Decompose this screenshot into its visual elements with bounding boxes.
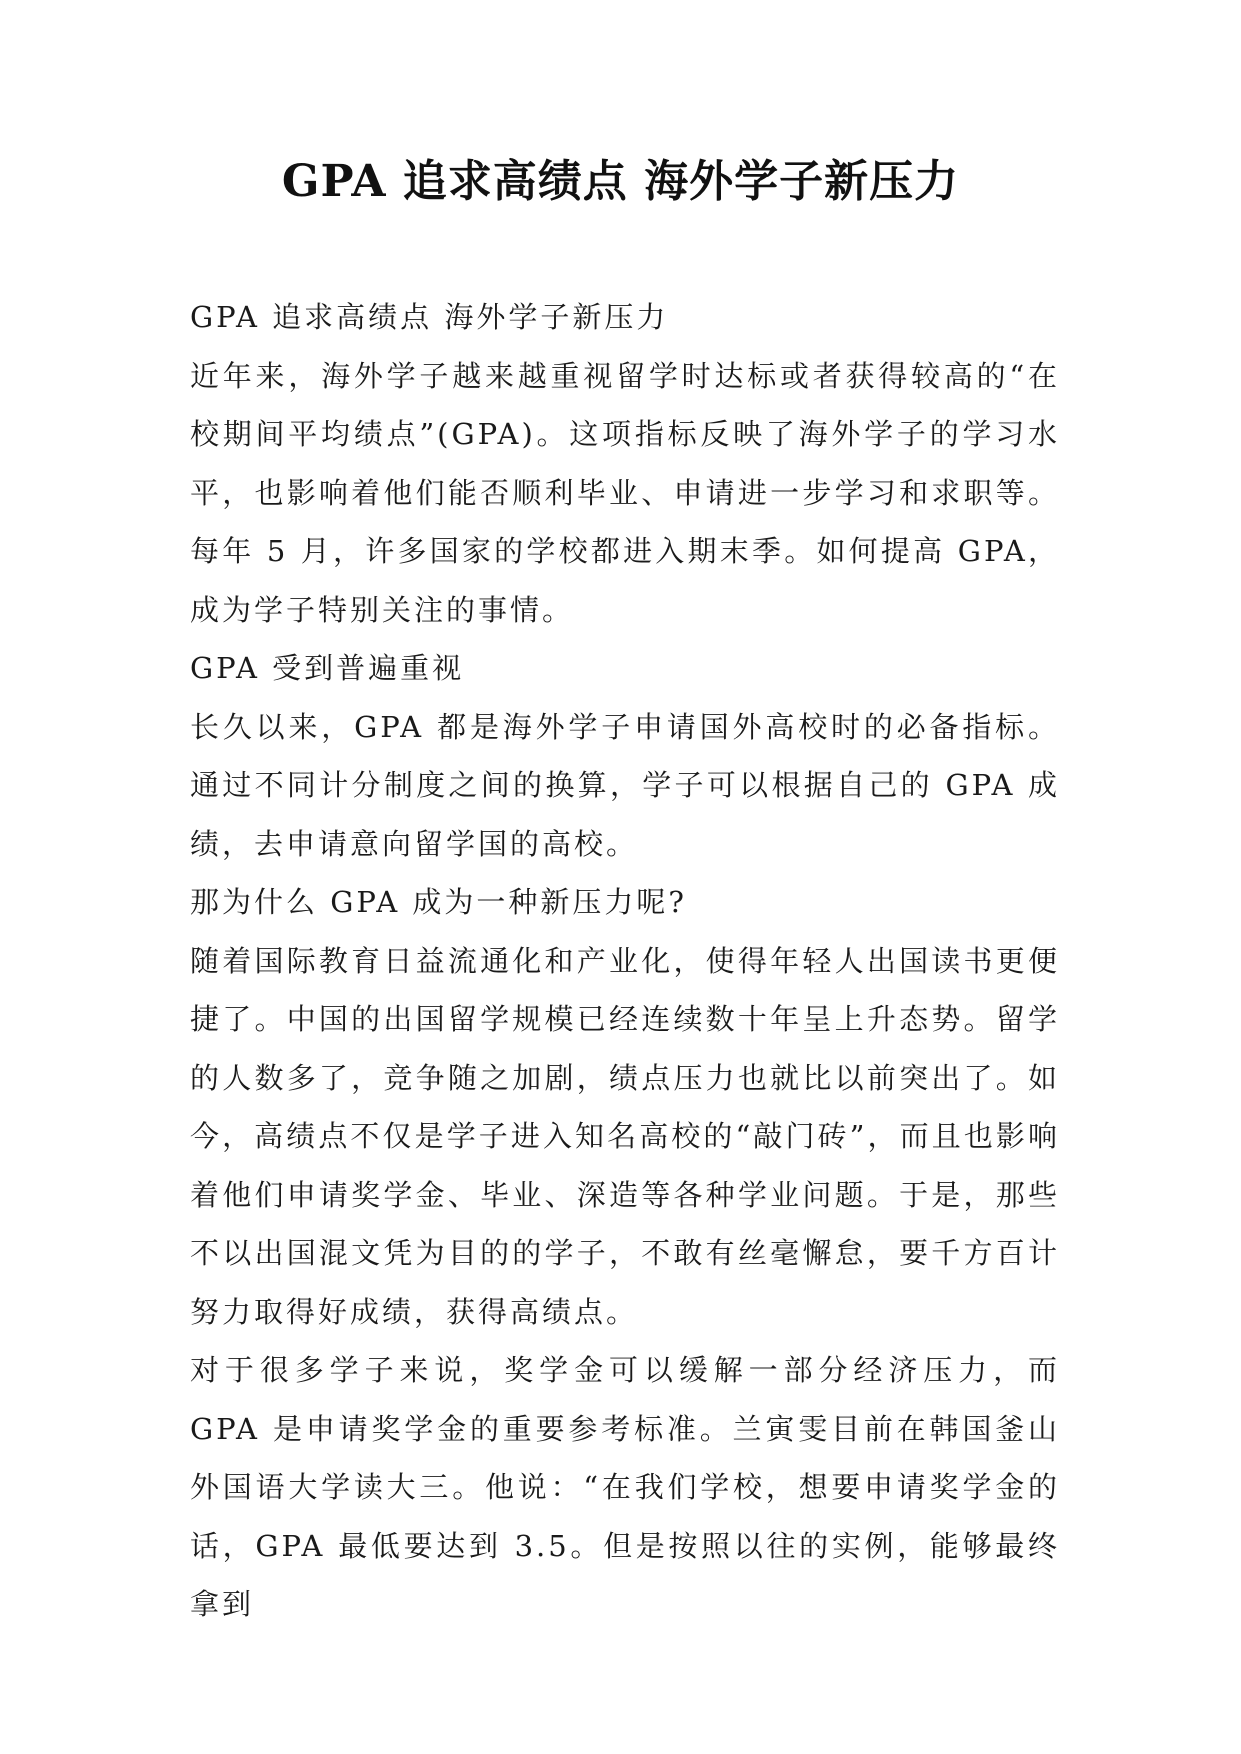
document-body <box>190 288 1060 1634</box>
section-heading: 那为什么 GPA 成为一种新压力呢? <box>190 885 687 919</box>
section-heading: GPA 受到普遍重视 <box>190 651 465 685</box>
body-paragraph: 对于很多学子来说，奖学金可以缓解一部分经济压力，而 GPA 是申请奖学金的重要参考标准。兰寅雯目前在韩国釜山外国语大学读大三。他说：“在我们学校，想要申请奖学金的话，GPA 最低要达到 3.5。但是按照以往的实例，能够最终拿到 <box>190 1353 1060 1621</box>
body-paragraph: 随着国际教育日益流通化和产业化，使得年轻人出国读书更便捷了。中国的出国留学规模已经连续数十年呈上升态势。留学的人数多了，竞争随之加剧，绩点压力也就比以前突出了。如今，高绩点不仅是学子进入知名高校的“敲门砖”，而且也影响着他们申请奖学金、毕业、深造等各种学业问题。于是，那些不以出国混文凭为目的的学子，不敢有丝毫懈怠，要千方百计努力取得好成绩，获得高绩点。 <box>190 943 1060 1329</box>
intro-paragraph: 近年来，海外学子越来越重视留学时达标或者获得较高的“在校期间平均绩点”(GPA)。这项指标反映了海外学子的学习水平，也影响着他们能否顺利毕业、申请进一步学习和求职等。每年 5 月，许多国家的学校都进入期末季。如何提高 GPA，成为学子特别关注的事情。 <box>190 358 1060 627</box>
body-paragraph: 长久以来，GPA 都是海外学子申请国外高校时的必备指标。通过不同计分制度之间的换算，学子可以根据自己的 GPA 成绩，去申请意向留学国的高校。 <box>190 709 1060 861</box>
document-title: GPA 追求高绩点 海外学子新压力 <box>281 156 960 207</box>
subtitle-line: GPA 追求高绩点 海外学子新压力 <box>190 300 669 334</box>
